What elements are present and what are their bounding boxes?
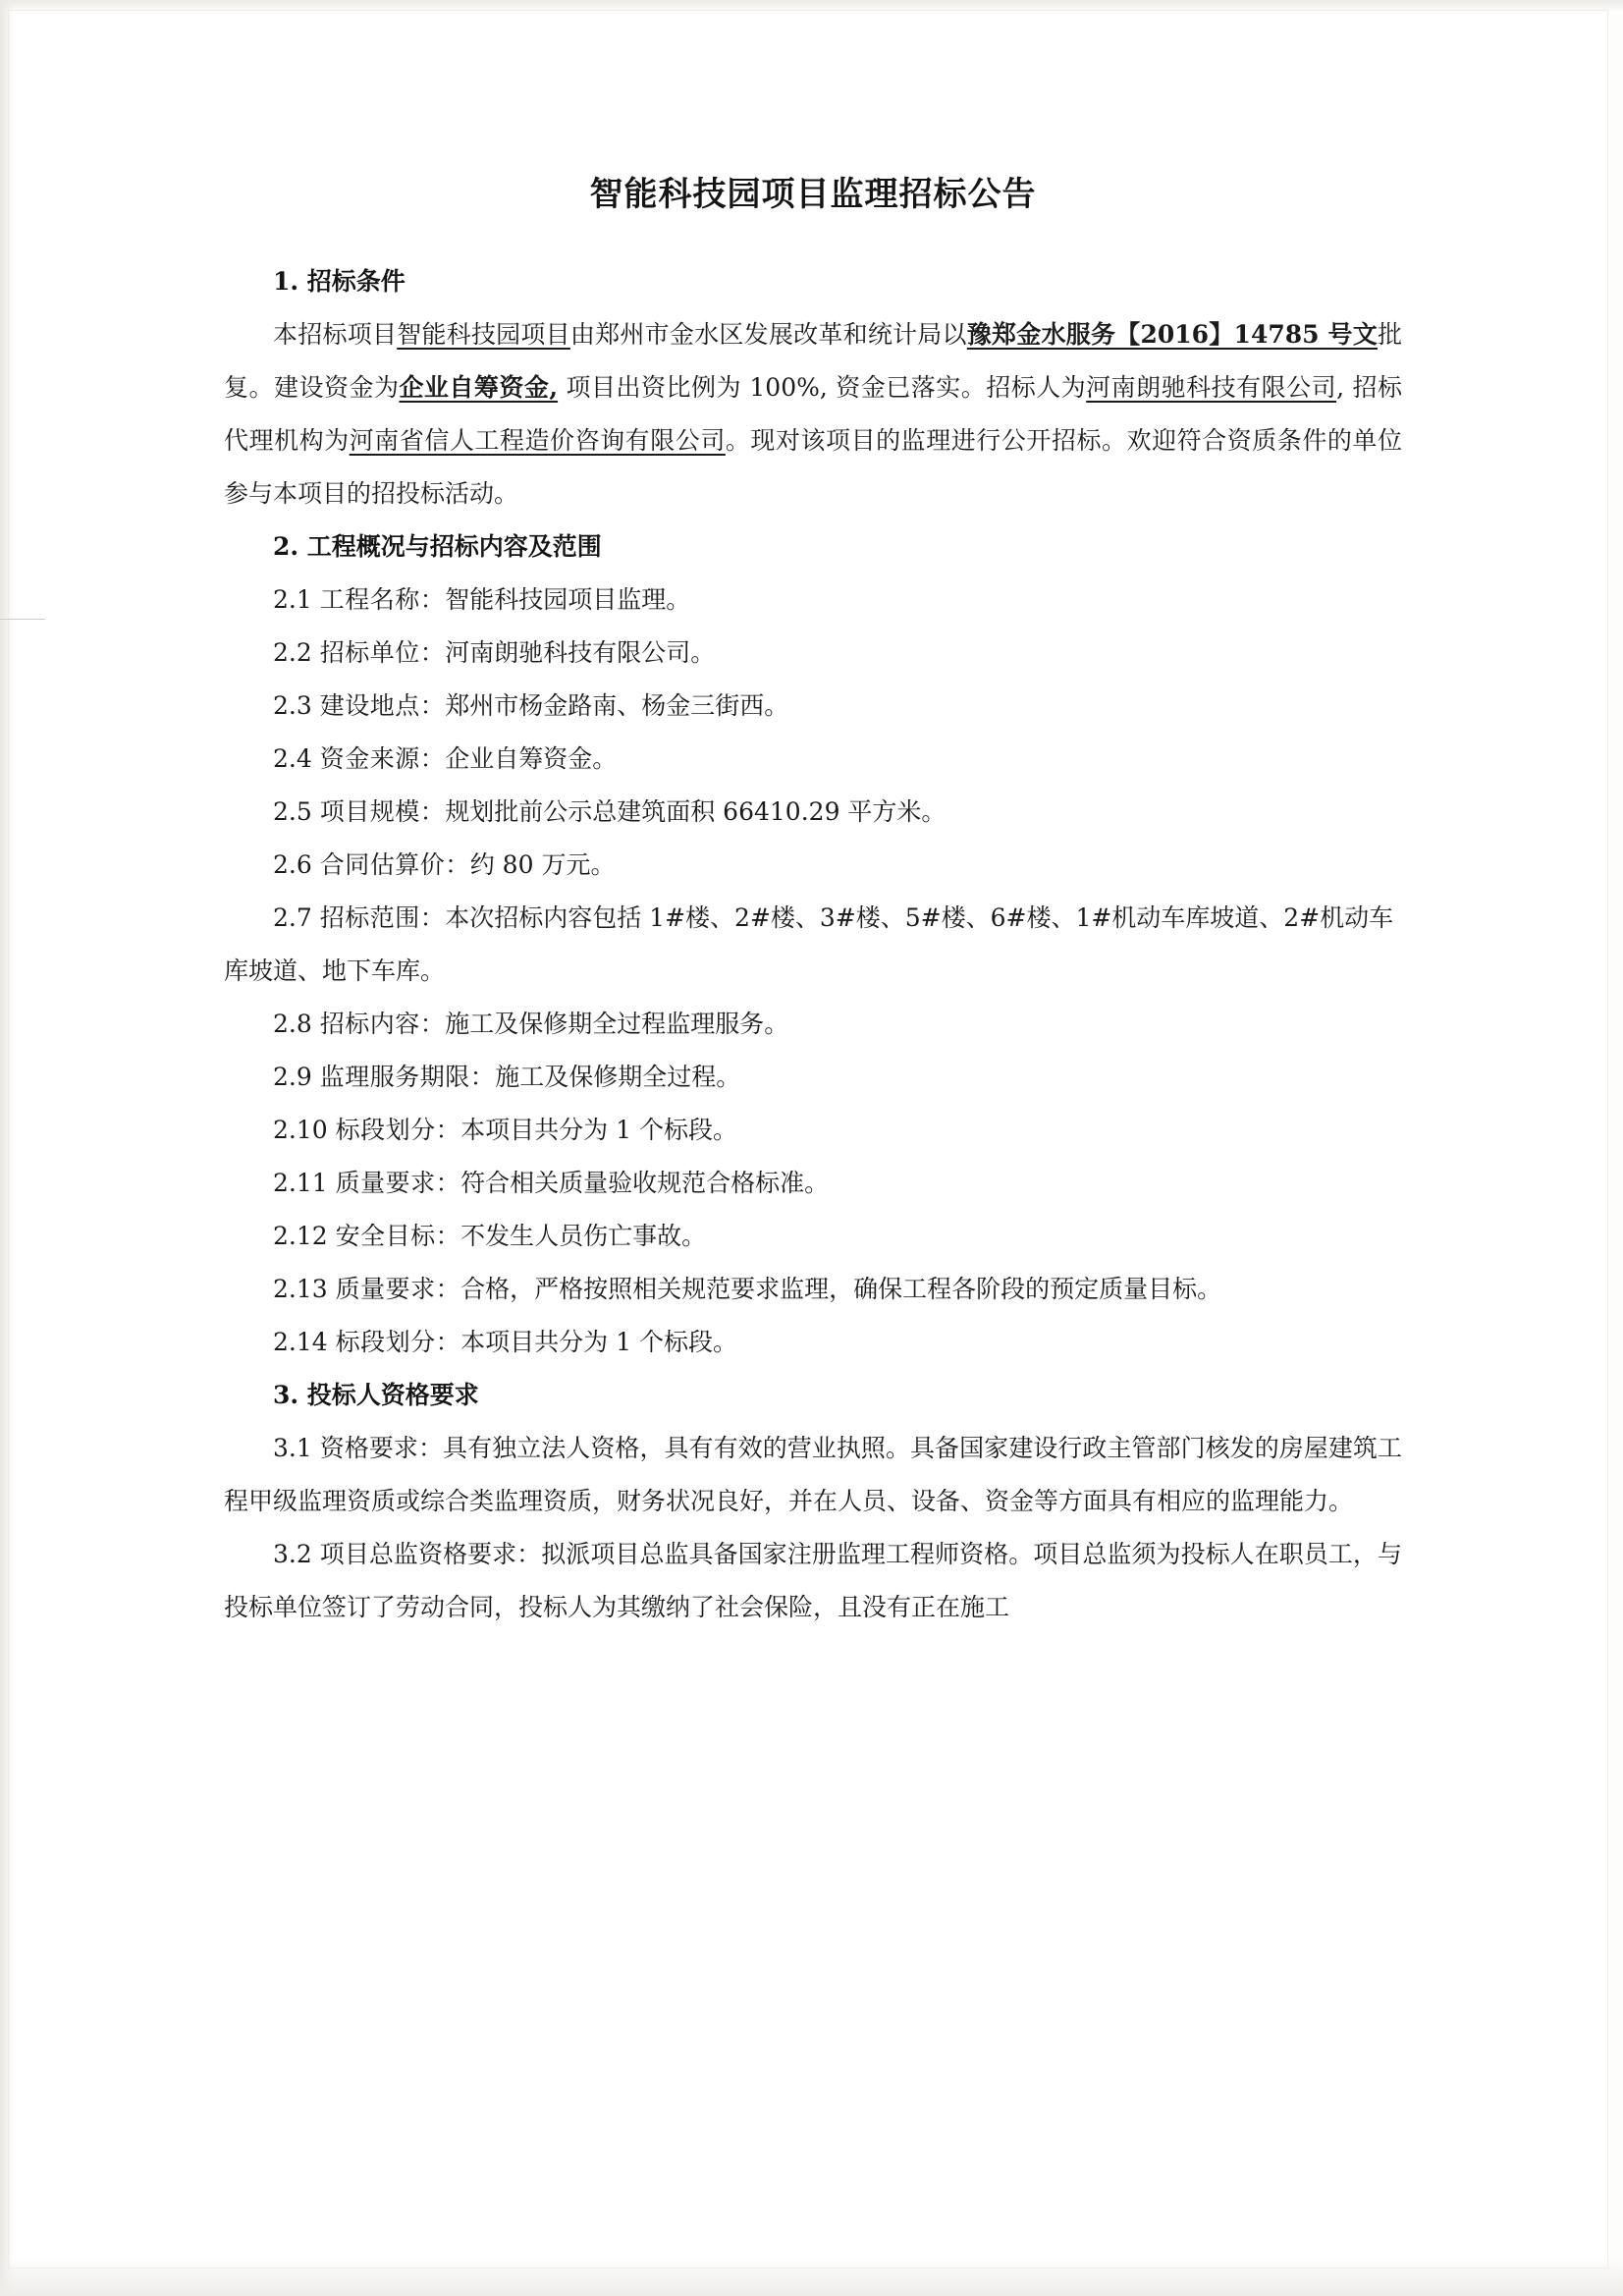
run-approval-doc: 豫郑金水服务【2016】14785 号文 [966, 320, 1378, 349]
clause-value: 施工及保修期全过程。 [495, 1063, 741, 1091]
clause-2-14 [224, 1316, 1402, 1369]
clause-label: 质量要求： [335, 1275, 461, 1303]
clause-label: 监理服务期限： [319, 1063, 496, 1091]
clause-3-1 [224, 1422, 1402, 1528]
clause-value: 拟派项目总监具备国家注册监理工程师资格。项目总监须为投标人在职员工，与投标单位签订了劳动合同，投标人为其缴纳了社会保险，且没有正在施工 [224, 1540, 1402, 1621]
run-fund-source: 企业自筹资金, [399, 373, 559, 402]
run-agency: 河南省信人工程造价咨询有限公司 [349, 426, 726, 455]
clause-value: 本项目共分为 1 个标段。 [460, 1116, 737, 1144]
clause-number: 3.1 [273, 1434, 312, 1462]
clause-label: 标段划分： [335, 1328, 461, 1356]
clause-2-6 [224, 839, 1402, 892]
clause-label: 标段划分： [335, 1116, 461, 1144]
clause-3-2 [224, 1528, 1402, 1634]
clause-number: 2.8 [273, 1010, 312, 1038]
clause-label: 资金来源： [319, 744, 446, 773]
clause-label: 建设地点： [319, 691, 446, 720]
clause-number: 2.14 [273, 1328, 328, 1356]
run-text: 项目出资比例为 100%, 资金已落实。招标人为 [558, 373, 1087, 402]
section-1-paragraph [224, 308, 1402, 520]
clause-label: 工程名称： [319, 585, 446, 614]
document-body [224, 173, 1402, 1634]
clause-label: 合同估算价： [319, 850, 470, 879]
clause-2-13 [224, 1263, 1402, 1316]
run-tenderer: 河南朗驰科技有限公司 [1086, 373, 1337, 402]
clause-2-7 [224, 892, 1402, 998]
clause-number: 2.10 [273, 1116, 328, 1144]
clause-label: 招标范围： [319, 903, 446, 932]
clause-value: 具有独立法人资格，具有有效的营业执照。具备国家建设行政主管部门核发的房屋建筑工程甲级监理资质或综合类监理资质，财务状况良好，并在人员、设备、资金等方面具有相应的监理能力。 [224, 1434, 1402, 1515]
clause-number: 3.2 [273, 1540, 312, 1568]
run-project-name: 智能科技园项目 [397, 320, 570, 349]
section-heading-3: 3. 投标人资格要求 [273, 1381, 479, 1409]
clause-value: 本项目共分为 1 个标段。 [460, 1328, 737, 1356]
clause-value: 郑州市杨金路南、杨金三街西。 [445, 691, 789, 720]
clause-number: 2.12 [273, 1222, 328, 1250]
run-text: 批复。建设资金为 [224, 320, 1402, 402]
clause-number: 2.3 [273, 691, 312, 720]
clause-number: 2.5 [273, 797, 312, 826]
clause-2-9 [224, 1051, 1402, 1104]
page-title: 智能科技园项目监理招标公告 [589, 175, 1037, 214]
clause-number: 2.9 [273, 1063, 312, 1091]
clause-label: 资格要求： [319, 1434, 444, 1462]
clause-label: 项目总监资格要求： [319, 1540, 542, 1568]
clause-2-11 [224, 1157, 1402, 1210]
clause-number: 2.13 [273, 1275, 328, 1303]
clause-number: 2.11 [273, 1169, 328, 1197]
clause-number: 2.2 [273, 638, 312, 667]
clause-value: 本次招标内容包括 1#楼、2#楼、3#楼、5#楼、6#楼、1#机动车库坡道、2#机动车库坡道、地下车库。 [224, 903, 1394, 985]
clause-2-2 [224, 627, 1402, 680]
run-text: 。现对该项目的监理进行公开招标。欢迎符合资质条件的单位参与本项目的招投标活动。 [224, 426, 1402, 508]
clause-value: 合格，严格按照相关规范要求监理，确保工程各阶段的预定质量目标。 [460, 1275, 1222, 1303]
clause-number: 2.7 [273, 903, 312, 932]
clause-label: 安全目标： [335, 1222, 461, 1250]
clause-number: 2.6 [273, 850, 312, 879]
clause-label: 质量要求： [335, 1169, 461, 1197]
clause-2-8 [224, 998, 1402, 1051]
clause-2-5 [224, 786, 1402, 839]
clause-value: 不发生人员伤亡事故。 [460, 1222, 707, 1250]
clause-value: 约 80 万元。 [469, 850, 616, 879]
clause-value: 规划批前公示总建筑面积 66410.29 平方米。 [445, 797, 947, 826]
clause-2-10 [224, 1104, 1402, 1157]
run-text: 由郑州市金水区发展改革和统计局以 [569, 320, 967, 349]
clause-label: 招标内容： [319, 1010, 446, 1038]
clause-label: 招标单位： [319, 638, 446, 667]
clause-value: 智能科技园项目监理。 [445, 585, 691, 614]
run-text: 本招标项目 [273, 320, 398, 349]
clause-label: 项目规模： [319, 797, 446, 826]
run-text: , 招标代理机构为 [224, 373, 1402, 455]
clause-2-3 [224, 680, 1402, 733]
clause-2-4 [224, 733, 1402, 786]
clause-value: 企业自筹资金。 [445, 744, 618, 773]
clause-value: 河南朗驰科技有限公司。 [445, 638, 716, 667]
clause-number: 2.4 [273, 744, 312, 773]
clause-value: 施工及保修期全过程监理服务。 [445, 1010, 789, 1038]
section-heading-1: 1. 招标条件 [273, 267, 406, 296]
clause-value: 符合相关质量验收规范合格标准。 [460, 1169, 830, 1197]
clause-number: 2.1 [273, 585, 312, 614]
section-heading-2: 2. 工程概况与招标内容及范围 [273, 532, 602, 561]
clause-2-1 [224, 574, 1402, 627]
clause-2-12 [224, 1210, 1402, 1263]
